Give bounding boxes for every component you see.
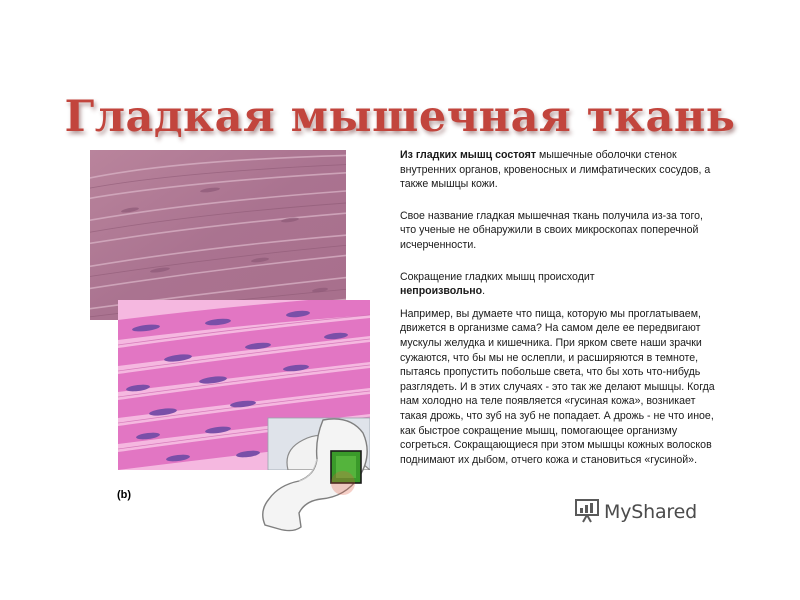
- paragraph-3-intro: Сокращение гладких мышц происходит: [400, 270, 595, 283]
- stomach-illustration: [255, 415, 380, 535]
- presentation-icon: [574, 497, 600, 528]
- paragraph-3-bold: непроизвольно: [400, 285, 483, 298]
- micrograph-longitudinal: [90, 150, 346, 320]
- paragraph-4: Например, вы думаете что пища, которую мы проглатываем, движется в организме сама? На самом деле ее передвигают мускулы желудка и кишечника. При ярком свете наши зрачки сужаются, что бы мы не ослепли, и расширяются в темноте, пытаясь пропустить побольше света, что бы хоть что-нибудь разглядеть. И в этих случаях - это так же делают мышцы. Когда нам холодно на теле появляется «гусиная кожа», возникает такая дрожь, что зуб на зуб не попадает. А дрожь - не что иное, как быстрое сокращение мышц, помогающее организму согреться. Сокращающиеся при этом мышцы кожных волосков поднимают их дыбом, отчего кожа и становиться «гусиной».: [400, 307, 715, 466]
- paragraph-3-end: .: [482, 285, 486, 298]
- figure-label: (b): [117, 489, 132, 501]
- paragraph-2: Свое название гладкая мышечная ткань получила из-за того, что ученые не обнаружили в своих микроскопах поперечной исчерченности.: [400, 209, 703, 251]
- slide-title: Гладкая мышечная ткань: [64, 92, 736, 142]
- paragraph-1: [400, 148, 718, 192]
- watermark-text: MyShared: [604, 501, 697, 523]
- paragraph-3: [400, 270, 718, 299]
- myshared-watermark: [574, 497, 697, 527]
- paragraph-1-rest: мышечные оболочки стенок внутренних органов, кровеносных и лимфатических сосудов, а также мышцы кожи.: [400, 149, 711, 191]
- paragraph-1-lead: Из гладких мышц состоят: [400, 149, 537, 161]
- body-text: [400, 148, 718, 467]
